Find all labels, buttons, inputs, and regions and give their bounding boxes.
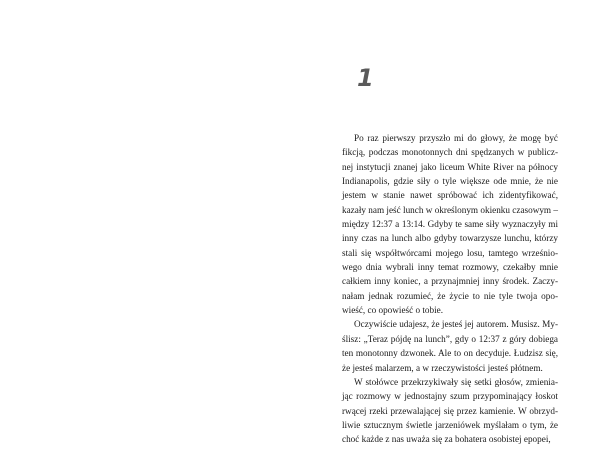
paragraph-3: W stołówce przekrzykiwały się setki głosów, zmieniając rozmowy w jednostajny szum przypominający łoskot rwącej rzeki przewalającej się przez kamienie. W obrzydliwie sztucznym świetle jarzeniówek myślałam o tym, że choć każde z nas uważa się za bohatera osobistej epopei, [342,376,558,445]
paragraph-1: Po raz pierwszy przyszło mi do głowy, że mogę być fikcją, podczas monotonnych dni spędzanych w publicznej instytucji znanej jako liceum White River na północy Indianapolis, gdzie siły o tyle większe ode mnie, że nie jestem w stanie nawet spróbować ich zidentyfikować, kazały nam jeść lunch w określonym okienku czasowym – między 12:37 a 13:14. Gdyby te same siły wyznaczyły mi inny czas na lunch albo gdyby towarzysze lunchu, którzy stali się współtwórcami mojego losu, tamtego wrześniowego dnia wybrali inny temat rozmowy, czekałby mnie całkiem inny koniec, a przynajmniej inny środek. Zaczynałam jednak rozumieć, że życie to nie tyle twoja opowieść, co opowieść o tobie. [342,133,558,316]
chapter-number: 1 [357,64,374,92]
chapter-body-text [342,131,558,447]
paragraph-2: Oczywiście udajesz, że jesteś jej autorem. Musisz. Myślisz: „Teraz pójdę na lunch”, gdy o 12:37 z góry dobiega ten monotonny dzwonek. Ale to on decyduje. Łudzisz się, że jesteś malarzem, a w rzeczywistości jesteś płótnem. [342,319,558,373]
